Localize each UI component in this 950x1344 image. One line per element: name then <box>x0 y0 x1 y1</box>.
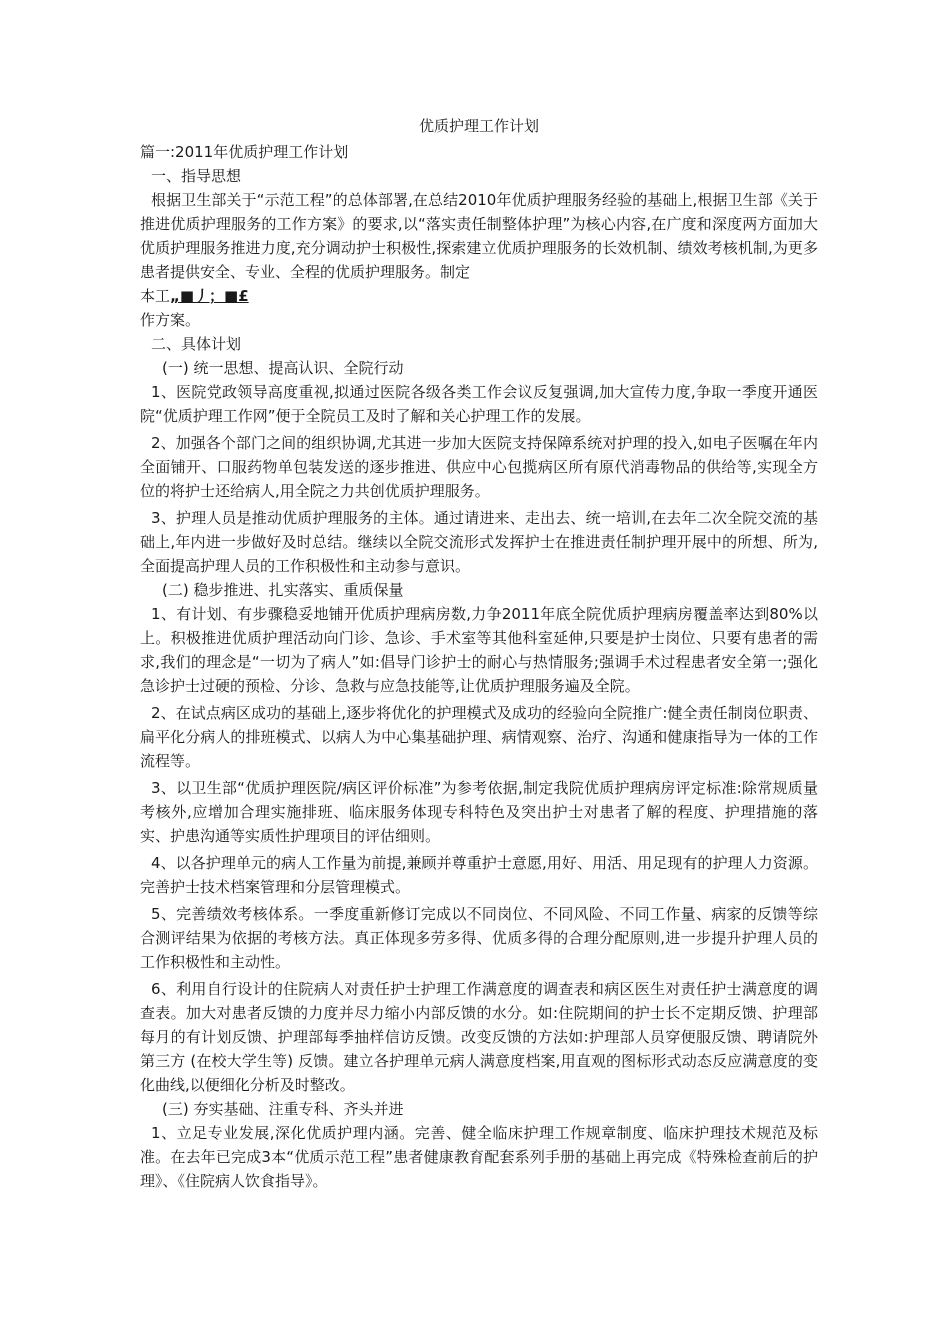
list-item: 2、加强各个部门之间的组织协调,尤其进一步加大医院支持保障系统对护理的投入,如电子医嘱在年内全面铺开、口服药物单包装发送的逐步推进、供应中心包揽病区所有原代消毒物品的供给等,实现全方位的将护士还给病人,用全院之力共创优质护理服务。 <box>140 434 818 500</box>
list-item: 4、以各护理单元的病人工作量为前提,兼顾并尊重护士意愿,用好、用活、用足现有的护理人力资源。完善护士技术档案管理和分层管理模式。 <box>140 854 818 896</box>
paragraph-intro-continuation <box>140 284 818 308</box>
subsection-heading-1: (一) 统一思想、提高认识、全院行动 <box>162 359 404 377</box>
list-item: 2、在试点病区成功的基础上,逐步将优化的护理模式及成功的经验向全院推广:健全责任制岗位职责、扁平化分病人的排班模式、以病人为中心集基础护理、病情观察、治疗、沟通和健康指导为一体的工作流程等。 <box>140 704 818 770</box>
document-page <box>140 114 818 1193</box>
list-item: 1、有计划、有步骤稳妥地铺开优质护理病房数,力争2011年底全院优质护理病房覆盖率达到80%以上。积极推进优质护理活动向门诊、急诊、手术室等其他科室延伸,只要是护士岗位、只要有患者的需求,我们的理念是“一切为了病人”如:倡导门诊护士的耐心与热情服务;强调手术过程患者安全第一;强化急诊护士过硬的预检、分诊、急救与应急技能等,让优质护理服务遍及全院。 <box>140 605 818 695</box>
document-title: 优质护理工作计划 <box>418 117 539 135</box>
list-item: 1、医院党政领导高度重视,拟通过医院各级各类工作会议反复强调,加大宣传力度,争取一季度开通医院“优质护理工作网”便于全院员工及时了解和关心护理工作的发展。 <box>140 383 818 425</box>
list-item: 5、完善绩效考核体系。一季度重新修订完成以不同岗位、不同风险、不同工作量、病家的反馈等综合测评结果为依据的考核方法。真正体现多劳多得、优质多得的合理分配原则,进一步提升护理人员的工作积极性和主动性。 <box>140 905 818 971</box>
list-item: 3、以卫生部“优质护理医院/病区评价标准”为参考依据,制定我院优质护理病房评定标准:除常规质量考核外,应增加合理实施排班、临床服务体现专科特色及突出护士对患者了解的程度、护理措施的落实、护患沟通等实质性护理项目的评估细则。 <box>140 779 818 845</box>
subsection-heading-3: (三) 夯实基础、注重专科、齐头并进 <box>162 1100 404 1118</box>
paragraph-intro: 根据卫生部关于“示范工程”的总体部署,在总结2010年优质护理服务经验的基础上,根据卫生部《关于推进优质护理服务的工作方案》的要求,以“落实责任制整体护理”为核心内容,在广度和深度两方面加大优质护理服务推进力度,充分调动护士积极性,探索建立优质护理服务的长效机制、绩效考核机制,为更多患者提供安全、专业、全程的优质护理服务。制定 <box>140 191 818 281</box>
paragraph-intro-prefix: 本工 <box>140 287 171 305</box>
list-item: 6、利用自行设计的住院病人对责任护士护理工作满意度的调查表和病区医生对责任护士满意度的调查表。加大对患者反馈的力度并尽力缩小内部反馈的水分。如:住院期间的护士长不定期反馈、护理部每月的有计划反馈、护理部每季抽样信访反馈。改变反馈的方法如:护理部人员穿便服反馈、聘请院外第三方 (在校大学生等) 反馈。建立各护理单元病人满意度档案,用直观的图标形式动态反应满意度的变化曲线,以便细化分析及时整改。 <box>140 980 818 1094</box>
section-heading-guiding-ideology: 一、指导思想 <box>151 167 242 185</box>
list-item: 1、立足专业发展,深化优质护理内涵。完善、健全临床护理工作规章制度、临床护理技术规范及标准。在去年已完成3本“优质示范工程”患者健康教育配套系列手册的基础上再完成《特殊检查前后的护理》、《住院病人饮食指导》。 <box>140 1124 818 1190</box>
section-heading-specific-plan: 二、具体计划 <box>151 335 242 353</box>
garbled-text: „■丿；■£ <box>170 287 249 305</box>
document-subtitle: 篇一:2011年优质护理工作计划 <box>140 143 349 161</box>
paragraph-intro-end: 作方案。 <box>140 311 201 329</box>
subsection-heading-2: (二) 稳步推进、扎实落实、重质保量 <box>162 581 404 599</box>
list-item: 3、护理人员是推动优质护理服务的主体。通过请进来、走出去、统一培训,在去年二次全院交流的基础上,年内进一步做好及时总结。继续以全院交流形式发挥护士在推进责任制护理开展中的所想、所为,全面提高护理人员的工作积极性和主动参与意识。 <box>140 509 818 575</box>
